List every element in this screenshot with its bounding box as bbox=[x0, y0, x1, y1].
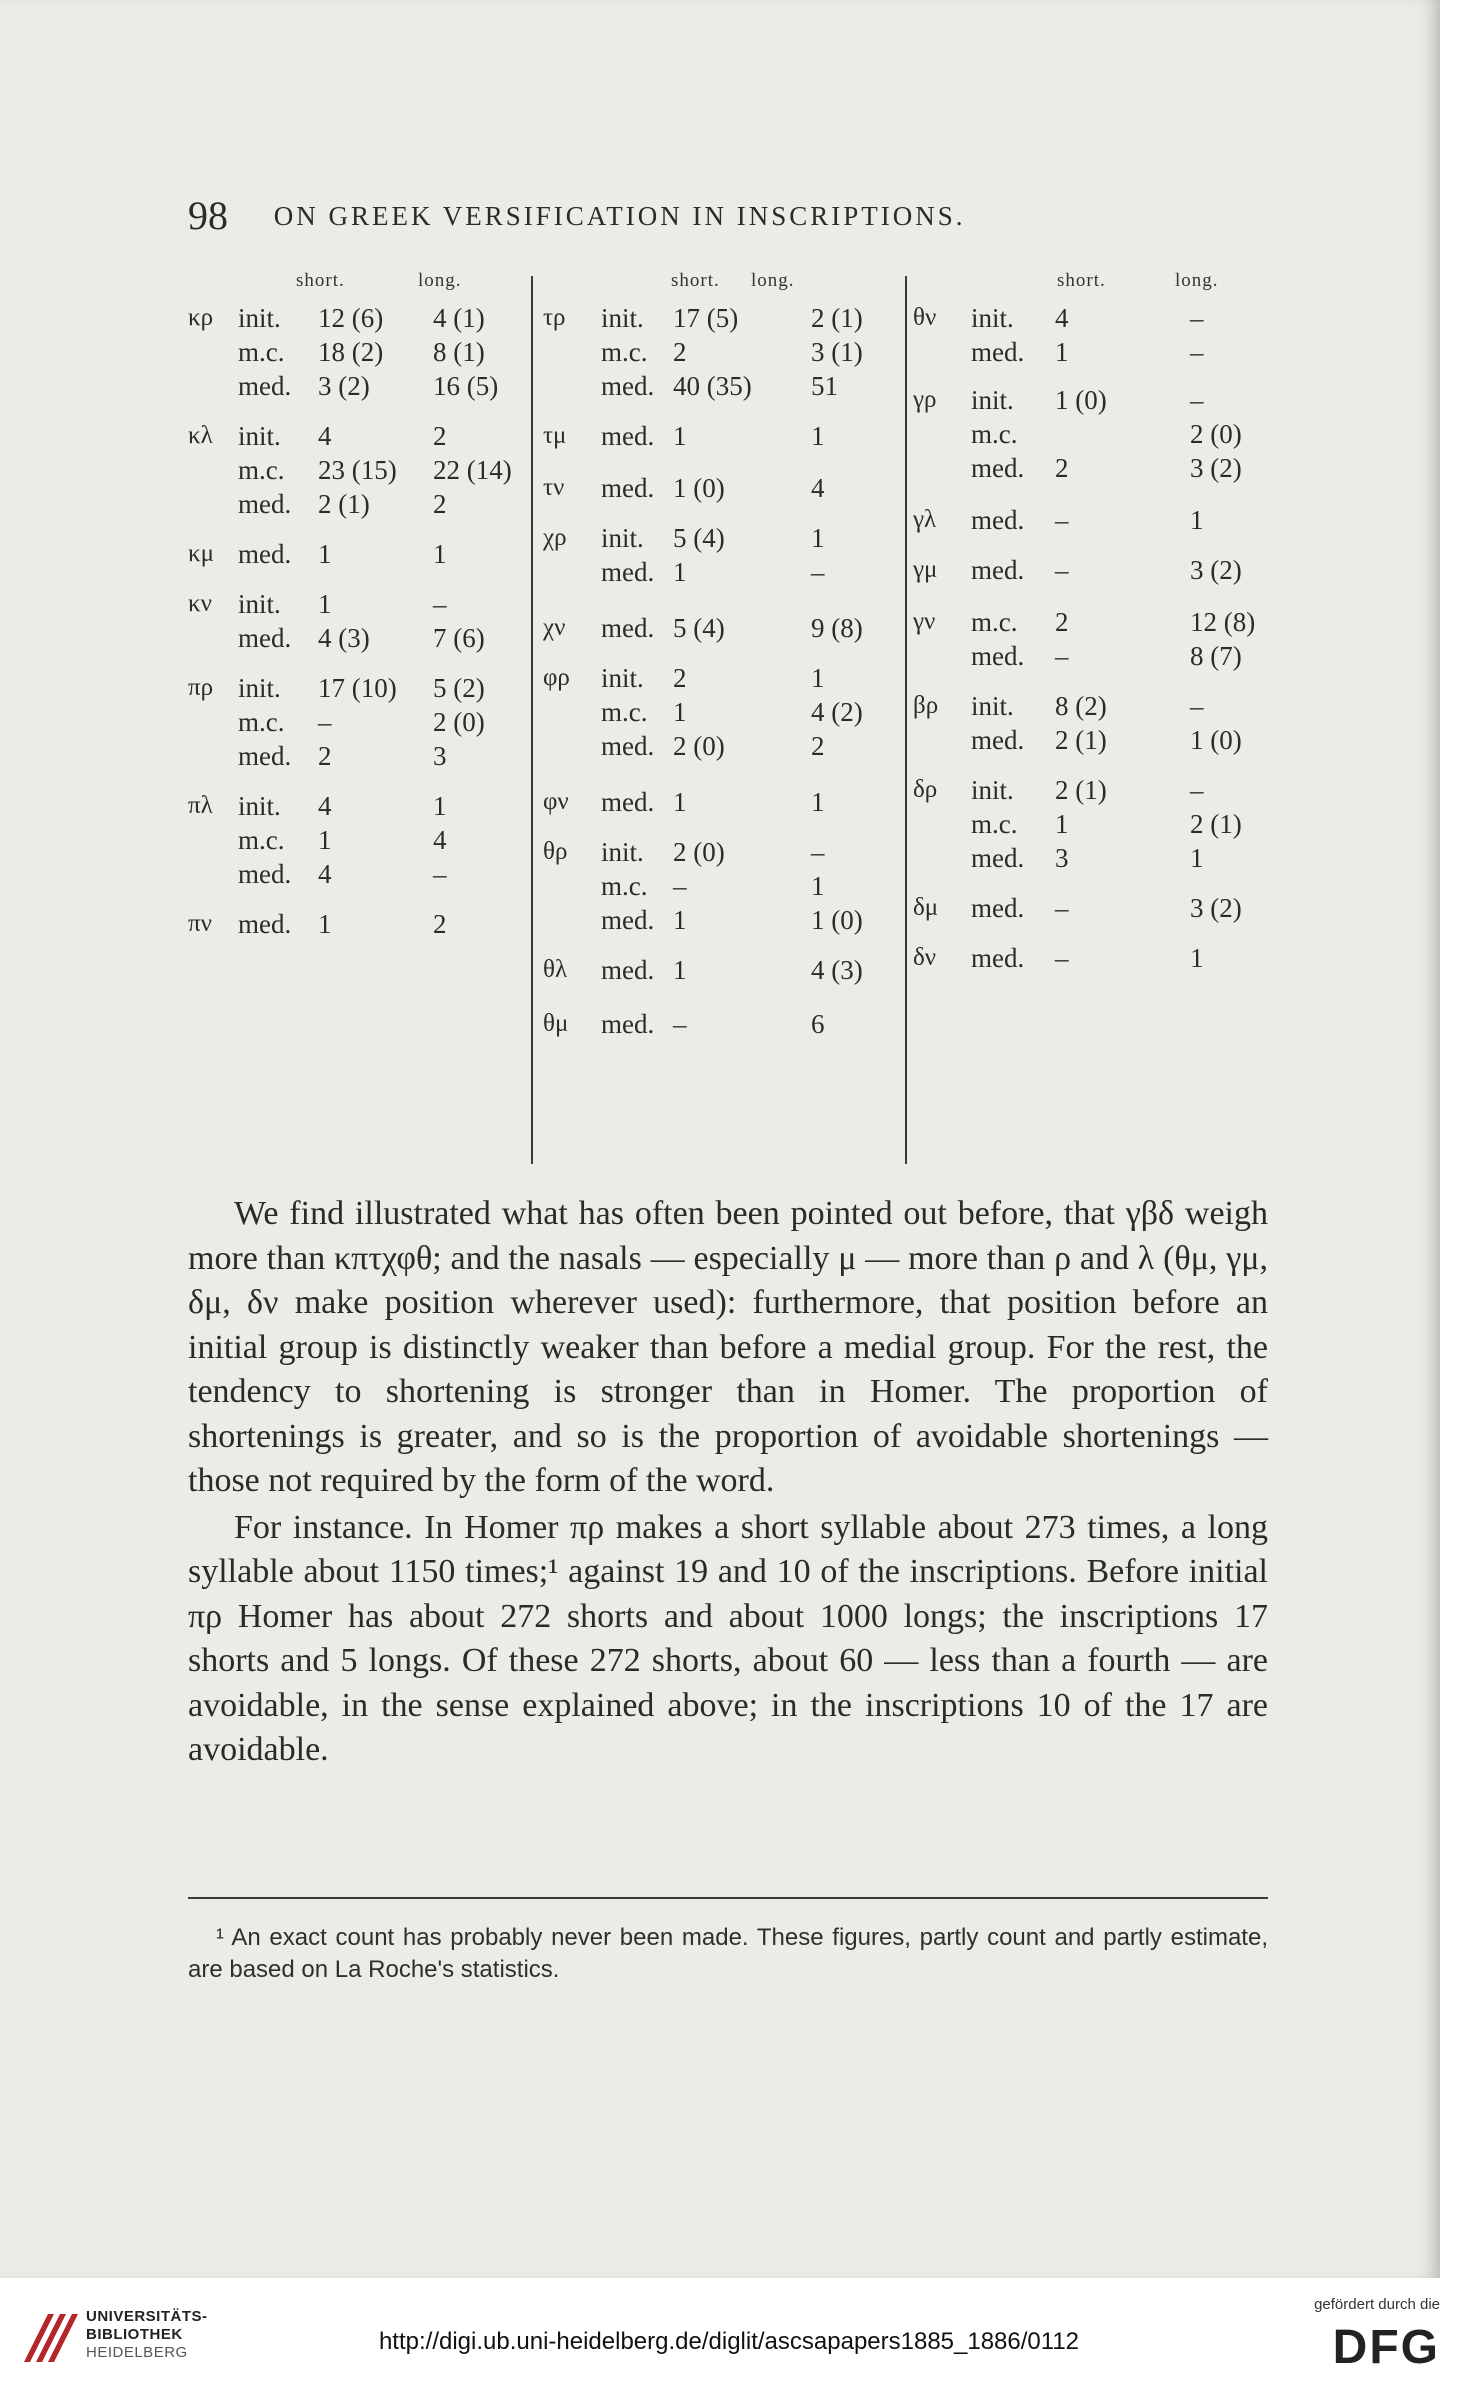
table-row bbox=[913, 888, 1268, 928]
table-row bbox=[543, 900, 883, 940]
cell-short: 4 bbox=[318, 421, 332, 451]
cell-long: 1 bbox=[811, 663, 825, 693]
table-row bbox=[913, 938, 1268, 978]
cell-grp: γλ bbox=[913, 506, 937, 533]
cell-pos: med. bbox=[971, 641, 1025, 671]
cell-pos: init. bbox=[601, 523, 644, 553]
cell-pos: init. bbox=[601, 303, 644, 333]
cell-long: – bbox=[1190, 775, 1204, 805]
cell-pos: m.c. bbox=[238, 455, 285, 485]
cell-pos: init. bbox=[971, 691, 1014, 721]
cell-short: 1 bbox=[673, 557, 687, 587]
cell-short: 1 bbox=[318, 589, 332, 619]
cell-long: 6 bbox=[811, 1009, 825, 1039]
dfg-logo: DFG bbox=[1332, 2321, 1440, 2374]
cell-short: 1 bbox=[673, 787, 687, 817]
cell-short: 1 bbox=[318, 909, 332, 939]
cell-long: 2 bbox=[433, 421, 447, 451]
cell-short: 1 bbox=[673, 905, 687, 935]
cell-grp: θν bbox=[913, 304, 937, 331]
cell-long: 1 bbox=[811, 421, 825, 451]
cell-short: 1 bbox=[673, 421, 687, 451]
cell-long: 9 (8) bbox=[811, 613, 863, 643]
cell-pos: init. bbox=[971, 385, 1014, 415]
table-row bbox=[543, 366, 883, 406]
cell-long: – bbox=[1190, 385, 1204, 415]
table-row bbox=[543, 726, 883, 766]
dfg-caption: gefördert durch die bbox=[1314, 2296, 1440, 2313]
cell-long: 2 (1) bbox=[1190, 809, 1242, 839]
cell-long: 3 (1) bbox=[811, 337, 863, 367]
table-row bbox=[913, 332, 1268, 372]
digitization-footer bbox=[0, 2278, 1458, 2400]
cell-pos: med. bbox=[601, 1009, 655, 1039]
column-header-long: long. bbox=[751, 270, 795, 291]
cell-pos: med. bbox=[601, 955, 655, 985]
cell-pos: med. bbox=[601, 787, 655, 817]
cell-short: 5 (4) bbox=[673, 613, 725, 643]
cell-pos: med. bbox=[238, 539, 292, 569]
cell-long: 8 (7) bbox=[1190, 641, 1242, 671]
library-name-line: HEIDELBERG bbox=[86, 2344, 188, 2361]
cell-long: 3 bbox=[433, 741, 447, 771]
cell-long: 1 bbox=[811, 787, 825, 817]
cell-short: 40 (35) bbox=[673, 371, 752, 401]
cell-short: 12 (6) bbox=[318, 303, 384, 333]
cell-short: 2 (1) bbox=[318, 489, 370, 519]
cell-grp: βρ bbox=[913, 692, 939, 719]
cell-pos: m.c. bbox=[971, 809, 1018, 839]
cell-short: 18 (2) bbox=[318, 337, 384, 367]
column-header-short: short. bbox=[671, 270, 720, 291]
cell-long: 1 bbox=[1190, 505, 1204, 535]
table-row bbox=[188, 534, 523, 574]
cell-short: 5 (4) bbox=[673, 523, 725, 553]
cell-long: 7 (6) bbox=[433, 623, 485, 653]
cell-pos: med. bbox=[238, 909, 292, 939]
table-column-3 bbox=[913, 268, 1268, 1168]
cell-long: 51 bbox=[811, 371, 838, 401]
cell-short: 8 (2) bbox=[1055, 691, 1107, 721]
cell-short: 1 bbox=[673, 697, 687, 727]
cell-pos: med. bbox=[971, 453, 1025, 483]
cell-short: 2 bbox=[673, 663, 687, 693]
cell-long: 1 bbox=[1190, 843, 1204, 873]
cell-short: 2 (1) bbox=[1055, 725, 1107, 755]
cell-short: – bbox=[673, 871, 687, 901]
table-row bbox=[543, 950, 883, 990]
table-row bbox=[543, 1004, 883, 1044]
table-row bbox=[188, 904, 523, 944]
cell-long: 4 (3) bbox=[811, 955, 863, 985]
footnote-rule bbox=[188, 1897, 1268, 1899]
cell-long: 3 (2) bbox=[1190, 453, 1242, 483]
cell-short: 1 (0) bbox=[673, 473, 725, 503]
cell-pos: med. bbox=[238, 859, 292, 889]
cell-grp: τρ bbox=[543, 304, 566, 331]
cell-pos: med. bbox=[971, 725, 1025, 755]
column-header-short: short. bbox=[1057, 270, 1106, 291]
table-row bbox=[913, 636, 1268, 676]
cell-grp: θλ bbox=[543, 956, 568, 983]
cell-short: – bbox=[1055, 555, 1069, 585]
cell-short: – bbox=[1055, 943, 1069, 973]
cell-long: 4 bbox=[811, 473, 825, 503]
cell-long: 2 (1) bbox=[811, 303, 863, 333]
cell-pos: med. bbox=[601, 731, 655, 761]
cell-long: 4 (2) bbox=[811, 697, 863, 727]
cell-long: 5 (2) bbox=[433, 673, 485, 703]
cell-pos: med. bbox=[971, 337, 1025, 367]
statistics-table bbox=[188, 268, 1268, 1168]
cell-long: – bbox=[433, 589, 447, 619]
cell-pos: med. bbox=[971, 843, 1025, 873]
cell-pos: m.c. bbox=[601, 871, 648, 901]
cell-grp: κρ bbox=[188, 304, 214, 331]
cell-grp: δν bbox=[913, 944, 937, 971]
cell-pos: init. bbox=[971, 775, 1014, 805]
cell-pos: med. bbox=[238, 371, 292, 401]
cell-grp: κμ bbox=[188, 540, 215, 567]
cell-grp: τμ bbox=[543, 422, 567, 449]
cell-grp: γν bbox=[913, 608, 936, 635]
cell-long: 2 (0) bbox=[433, 707, 485, 737]
cell-pos: init. bbox=[238, 673, 281, 703]
cell-grp: θμ bbox=[543, 1010, 569, 1037]
cell-long: 2 bbox=[811, 731, 825, 761]
running-title: ON GREEK VERSIFICATION IN INSCRIPTIONS. bbox=[273, 201, 966, 231]
cell-long: 2 (0) bbox=[1190, 419, 1242, 449]
cell-grp: κν bbox=[188, 590, 212, 617]
cell-short: – bbox=[1055, 505, 1069, 535]
cell-pos: med. bbox=[238, 623, 292, 653]
cell-pos: m.c. bbox=[971, 419, 1018, 449]
cell-pos: init. bbox=[238, 303, 281, 333]
cell-pos: m.c. bbox=[601, 337, 648, 367]
library-name-line: BIBLIOTHEK bbox=[86, 2326, 183, 2343]
paragraph: For instance. In Homer πρ makes a short syllable about 273 times, a long syllable about 1150 times;¹ against 19 and 10 of the inscriptions. Before initial πρ Homer has about 272 shorts and about 1000 longs; the inscriptions 17 shorts and 5 longs. Of these 272 shorts, about 60 — less than a fourth — are avoidable, in the sense explained above; in the inscriptions 10 of the 17 are avoidable. bbox=[188, 1508, 1268, 1768]
cell-grp: χν bbox=[543, 614, 566, 641]
cell-grp: πν bbox=[188, 910, 212, 937]
table-row bbox=[543, 552, 883, 592]
footnote: ¹ An exact count has probably never been made. These figures, partly count and partly estimate, are based on La Roche's statistics. bbox=[188, 1924, 1268, 1983]
cell-pos: med. bbox=[601, 905, 655, 935]
cell-long: 2 bbox=[433, 909, 447, 939]
cell-long: – bbox=[1190, 691, 1204, 721]
cell-pos: med. bbox=[601, 613, 655, 643]
cell-short: – bbox=[673, 1009, 687, 1039]
cell-grp: δμ bbox=[913, 894, 939, 921]
cell-pos: m.c. bbox=[971, 607, 1018, 637]
cell-pos: init. bbox=[601, 837, 644, 867]
cell-long: – bbox=[811, 837, 825, 867]
cell-long: 3 (2) bbox=[1190, 555, 1242, 585]
cell-short: 2 bbox=[1055, 607, 1069, 637]
table-row bbox=[188, 854, 523, 894]
cell-pos: med. bbox=[601, 421, 655, 451]
cell-pos: med. bbox=[971, 555, 1025, 585]
cell-pos: med. bbox=[601, 473, 655, 503]
cell-grp: γμ bbox=[913, 556, 938, 583]
cell-long: 1 bbox=[433, 791, 447, 821]
cell-grp: τν bbox=[543, 474, 565, 501]
table-row bbox=[188, 618, 523, 658]
cell-short: – bbox=[318, 707, 332, 737]
library-name-line: UNIVERSITÄTS- bbox=[86, 2308, 208, 2325]
body-text bbox=[188, 1192, 1268, 1773]
cell-pos: med. bbox=[971, 943, 1025, 973]
cell-short: 4 (3) bbox=[318, 623, 370, 653]
cell-long: 1 bbox=[811, 523, 825, 553]
cell-short: – bbox=[1055, 893, 1069, 923]
table-column-2 bbox=[543, 268, 883, 1168]
cell-short: – bbox=[1055, 641, 1069, 671]
table-row bbox=[913, 448, 1268, 488]
table-row bbox=[543, 782, 883, 822]
cell-long: 1 bbox=[1190, 943, 1204, 973]
cell-short: 1 bbox=[1055, 809, 1069, 839]
cell-short: 1 bbox=[673, 955, 687, 985]
table-row bbox=[543, 468, 883, 508]
cell-short: 17 (10) bbox=[318, 673, 397, 703]
cell-short: 3 (2) bbox=[318, 371, 370, 401]
cell-grp: γρ bbox=[913, 386, 937, 413]
cell-long: 22 (14) bbox=[433, 455, 512, 485]
cell-grp: χρ bbox=[543, 524, 567, 551]
column-divider bbox=[531, 276, 533, 1164]
cell-long: 1 (0) bbox=[1190, 725, 1242, 755]
cell-short: 1 bbox=[1055, 337, 1069, 367]
table-row bbox=[188, 736, 523, 776]
cell-pos: init. bbox=[601, 663, 644, 693]
cell-long: – bbox=[811, 557, 825, 587]
source-url-link[interactable]: http://digi.ub.uni-heidelberg.de/diglit/ascsapapers1885_1886/0112 bbox=[378, 2328, 1080, 2355]
cell-long: 4 bbox=[433, 825, 447, 855]
cell-long: 8 (1) bbox=[433, 337, 485, 367]
table-row bbox=[188, 484, 523, 524]
cell-short: 3 bbox=[1055, 843, 1069, 873]
cell-long: 1 (0) bbox=[811, 905, 863, 935]
cell-pos: med. bbox=[971, 505, 1025, 535]
cell-long: 12 (8) bbox=[1190, 607, 1256, 637]
cell-short: 1 bbox=[318, 825, 332, 855]
running-header bbox=[188, 192, 1268, 239]
cell-pos: m.c. bbox=[601, 697, 648, 727]
cell-pos: m.c. bbox=[238, 707, 285, 737]
table-row bbox=[913, 838, 1268, 878]
cell-long: 16 (5) bbox=[433, 371, 499, 401]
cell-pos: m.c. bbox=[238, 337, 285, 367]
cell-grp: φν bbox=[543, 788, 569, 815]
table-column-1 bbox=[188, 268, 523, 1168]
column-header-long: long. bbox=[1175, 270, 1219, 291]
cell-pos: init. bbox=[238, 589, 281, 619]
table-row bbox=[913, 550, 1268, 590]
table-row bbox=[543, 416, 883, 456]
cell-grp: πλ bbox=[188, 792, 213, 819]
cell-short: 2 (0) bbox=[673, 837, 725, 867]
cell-pos: init. bbox=[238, 791, 281, 821]
cell-short: 2 bbox=[1055, 453, 1069, 483]
cell-pos: med. bbox=[238, 741, 292, 771]
cell-short: 4 bbox=[318, 791, 332, 821]
table-row bbox=[543, 608, 883, 648]
cell-short: 1 bbox=[318, 539, 332, 569]
cell-long: 2 bbox=[433, 489, 447, 519]
cell-short: 4 bbox=[318, 859, 332, 889]
cell-long: – bbox=[1190, 337, 1204, 367]
cell-short: 17 (5) bbox=[673, 303, 739, 333]
cell-grp: θρ bbox=[543, 838, 568, 865]
cell-long: 3 (2) bbox=[1190, 893, 1242, 923]
cell-pos: med. bbox=[238, 489, 292, 519]
table-row bbox=[913, 720, 1268, 760]
cell-short: 2 (1) bbox=[1055, 775, 1107, 805]
paragraph: We find illustrated what has often been pointed out before, that γβδ weigh more than κπτχφθ; and the nasals — especially μ — more than ρ and λ (θμ, γμ, δμ, δν make position wherever used): furthermore, that position before an initial group is distinctly weaker than before a medial group. For the rest, the tendency to shortening is stronger than in Homer. The proportion of shortenings is greater, and so is the proportion of avoidable shortenings — those not required by the form of the word. bbox=[188, 1195, 1268, 1499]
cell-short: 23 (15) bbox=[318, 455, 397, 485]
column-divider bbox=[905, 276, 907, 1164]
cell-pos: init. bbox=[971, 303, 1014, 333]
cell-long: – bbox=[433, 859, 447, 889]
column-header-short: short. bbox=[296, 270, 345, 291]
cell-long: – bbox=[1190, 303, 1204, 333]
page-number: 98 bbox=[188, 193, 228, 238]
cell-pos: init. bbox=[238, 421, 281, 451]
cell-long: 4 (1) bbox=[433, 303, 485, 333]
cell-pos: m.c. bbox=[238, 825, 285, 855]
table-row bbox=[188, 366, 523, 406]
cell-grp: δρ bbox=[913, 776, 938, 803]
cell-pos: med. bbox=[971, 893, 1025, 923]
cell-short: 2 bbox=[673, 337, 687, 367]
cell-short: 2 bbox=[318, 741, 332, 771]
cell-long: 1 bbox=[811, 871, 825, 901]
cell-pos: med. bbox=[601, 371, 655, 401]
table-row bbox=[913, 500, 1268, 540]
cell-grp: κλ bbox=[188, 422, 213, 449]
cell-short: 2 (0) bbox=[673, 731, 725, 761]
cell-grp: πρ bbox=[188, 674, 214, 701]
cell-grp: φρ bbox=[543, 664, 570, 691]
column-header-long: long. bbox=[418, 270, 462, 291]
cell-long: 1 bbox=[433, 539, 447, 569]
cell-short: 4 bbox=[1055, 303, 1069, 333]
cell-short: 1 (0) bbox=[1055, 385, 1107, 415]
cell-pos: med. bbox=[601, 557, 655, 587]
